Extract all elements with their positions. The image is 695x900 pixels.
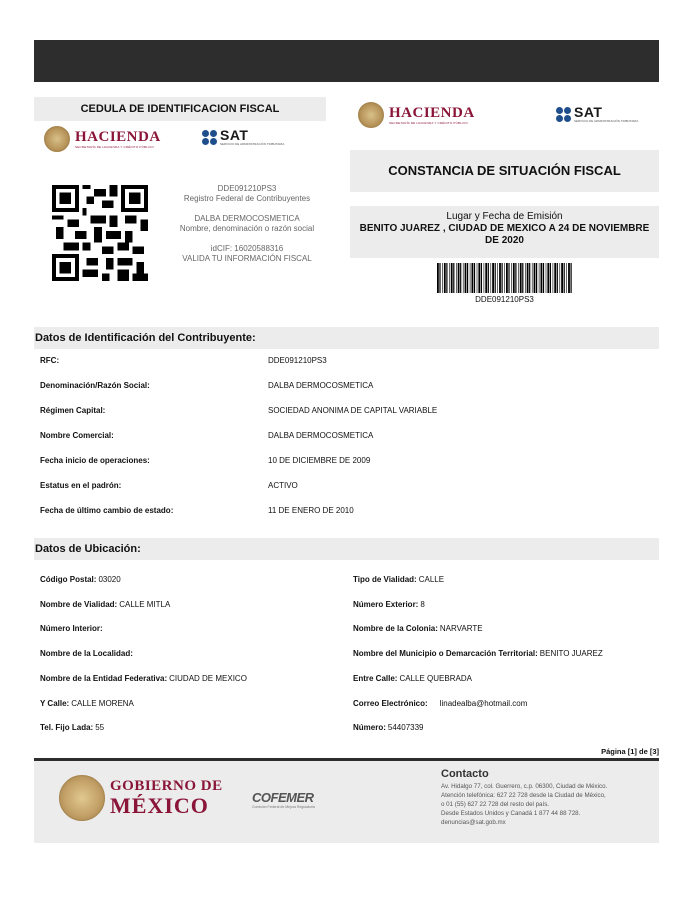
lugar-value: BENITO JUAREZ , CIUDAD DE MEXICO A 24 DE NOVIEMBRE DE 2020: [359, 223, 650, 246]
ident-value: 11 DE ENERO DE 2010: [268, 506, 354, 515]
ident-value: DALBA DERMOCOSMETICA: [268, 381, 374, 390]
ubicacion-label: Entre Calle:: [353, 673, 398, 683]
barcode-bar: [465, 263, 467, 293]
cofemer-logo: COFEMER: [252, 790, 314, 805]
barcode-bar: [477, 263, 478, 293]
ubicacion-row: [40, 569, 345, 587]
ident-label: Estatus en el padrón:: [40, 481, 122, 490]
cofemer-subtitle: Comisión Federal de Mejora Regulatoria: [252, 805, 315, 809]
ubicacion-row: [40, 594, 345, 612]
barcode-bar: [491, 263, 492, 293]
ubicacion-row: [353, 569, 653, 587]
cedula-rfc-caption: Registro Federal de Contribuyentes: [183, 194, 311, 203]
barcode-bar: [506, 263, 508, 293]
ubicacion-row: [40, 717, 345, 735]
ubicacion-value: CALLE QUEBRADA: [399, 673, 472, 683]
barcode-bar: [566, 263, 567, 293]
cedula-idcif: idCIF: 16020588316: [210, 244, 284, 253]
barcode-bar: [449, 263, 450, 293]
barcode-bar: [560, 263, 561, 293]
sat-logo-subtitle: SERVICIO DE ADMINISTRACIÓN TRIBUTARIA: [220, 142, 285, 146]
barcode-bar: [485, 263, 487, 293]
ident-value: SOCIEDAD ANONIMA DE CAPITAL VARIABLE: [268, 406, 438, 415]
barcode-bar: [527, 263, 529, 293]
hacienda-logo: [44, 126, 161, 152]
hacienda-seal-icon: [358, 102, 384, 128]
ubicacion-row: [353, 693, 653, 711]
ubicacion-label: Nombre de Vialidad:: [40, 599, 118, 609]
ubicacion-label: Nombre de la Colonia:: [353, 624, 438, 634]
contacto-email-link[interactable]: denuncias@sat.gob.mx: [441, 819, 506, 826]
hacienda-logo-subtitle: SECRETARÍA DE HACIENDA Y CRÉDITO PÚBLICO: [389, 120, 468, 125]
ubicacion-value: NARVARTE: [439, 624, 483, 634]
contacto-line: Desde Estados Unidos y Canadá 1 877 44 88 728.: [441, 810, 581, 817]
contacto-info: [441, 782, 651, 827]
barcode-bar: [456, 263, 457, 293]
barcode-bar: [550, 263, 551, 293]
ident-label: Nombre Comercial:: [40, 431, 114, 440]
lugar-fecha-box: [350, 206, 659, 258]
ubicacion-label: Nombre de la Entidad Federativa:: [40, 673, 168, 683]
ubicacion-label: Número Exterior:: [353, 599, 419, 609]
ident-value: DALBA DERMOCOSMETICA: [268, 431, 374, 440]
cedula-rfc: DDE091210PS3: [217, 184, 277, 193]
barcode-bar: [571, 263, 572, 293]
barcode-bar: [543, 263, 544, 293]
barcode-bar: [522, 263, 523, 293]
ubicacion-row: [40, 668, 345, 686]
barcode-bar: [499, 263, 501, 293]
barcode: [437, 263, 572, 293]
barcode-bar: [534, 263, 536, 293]
ubicacion-label: Número Interior:: [40, 624, 103, 634]
barcode-bar: [463, 263, 464, 293]
ident-value: ACTIVO: [268, 481, 298, 490]
contacto-line: o 01 (55) 627 22 728 del resto del país.: [441, 801, 550, 808]
barcode-bar: [518, 263, 519, 293]
barcode-bar: [488, 263, 489, 293]
barcode-bar: [525, 263, 526, 293]
barcode-bar: [511, 263, 512, 293]
ubicacion-row: [40, 643, 345, 661]
barcode-bar: [529, 263, 530, 293]
barcode-bar: [442, 263, 443, 293]
sat-dots-icon: [202, 130, 217, 145]
lugar-label: Lugar y Fecha de Emisión: [446, 211, 563, 222]
ubicacion-value: 55: [95, 723, 105, 733]
barcode-text: DDE091210PS3: [475, 295, 534, 304]
hacienda-logo-subtitle: SECRETARÍA DE HACIENDA Y CRÉDITO PÚBLICO: [75, 144, 154, 149]
barcode-bar: [474, 263, 475, 293]
ubicacion-value: 03020: [98, 575, 121, 584]
barcode-bar: [513, 263, 515, 293]
barcode-bar: [453, 263, 454, 293]
barcode-bar: [568, 263, 570, 293]
hacienda-logo-text: HACIENDA: [75, 128, 161, 145]
gobierno-line2: MÉXICO: [110, 793, 209, 818]
barcode-bar: [564, 263, 565, 293]
ubicacion-label: Código Postal:: [40, 575, 97, 584]
gobierno-line1: GOBIERNO DE: [110, 778, 223, 794]
barcode-bar: [508, 263, 509, 293]
ubicacion-label: Tipo de Vialidad:: [353, 575, 417, 584]
barcode-bar: [547, 263, 549, 293]
hacienda-logo-text: HACIENDA: [389, 104, 475, 121]
ubicacion-row: [353, 717, 653, 735]
barcode-bar: [557, 263, 558, 293]
barcode-bar: [504, 263, 505, 293]
top-banner: [34, 40, 659, 82]
ubicacion-value: CALLE: [418, 575, 445, 584]
ident-value: DDE091210PS3: [268, 356, 327, 365]
barcode-bar: [481, 263, 482, 293]
barcode-bar: [446, 263, 447, 293]
contacto-title: Contacto: [441, 768, 489, 780]
sat-logo-text: SAT: [220, 127, 249, 143]
ubicacion-label: Tel. Fijo Lada:: [40, 723, 94, 733]
sat-logo-text: SAT: [574, 104, 603, 120]
barcode-bar: [478, 263, 480, 293]
ident-label: Régimen Capital:: [40, 406, 106, 415]
barcode-bar: [451, 263, 453, 293]
ident-label: RFC:: [40, 356, 60, 365]
ident-label: Fecha de último cambio de estado:: [40, 506, 174, 515]
ubicacion-value: CALLE MORENA: [71, 698, 134, 708]
ubicacion-value: 8: [420, 599, 425, 609]
gobierno-seal-icon: [59, 775, 105, 821]
hacienda-seal-icon: [44, 126, 70, 152]
ubicacion-value: linadealba@hotmail.com: [439, 698, 528, 708]
ubicacion-header: Datos de Ubicación:: [34, 538, 659, 560]
barcode-bar: [515, 263, 516, 293]
barcode-bar: [539, 263, 540, 293]
ident-label: Denominación/Razón Social:: [40, 381, 150, 390]
page-indicator: Página [1] de [3]: [601, 747, 659, 756]
cedula-name-caption: Nombre, denominación o razón social: [179, 224, 315, 233]
barcode-bar: [472, 263, 474, 293]
ubicacion-row: [353, 643, 653, 661]
barcode-bar: [467, 263, 468, 293]
ubicacion-value: BENITO JUAREZ: [539, 649, 603, 659]
barcode-bar: [502, 263, 503, 293]
barcode-bar: [444, 263, 446, 293]
ubicacion-value: CIUDAD DE MEXICO: [169, 673, 247, 683]
ubicacion-label: Y Calle:: [40, 698, 70, 708]
barcode-bar: [520, 263, 522, 293]
ubicacion-row: [353, 618, 653, 636]
hacienda-logo-right: [358, 102, 475, 128]
barcode-bar: [460, 263, 461, 293]
ubicacion-value: CALLE MITLA: [119, 599, 171, 609]
ident-value: 10 DE DICIEMBRE DE 2009: [268, 456, 371, 465]
barcode-bar: [554, 263, 556, 293]
ubicacion-row: [353, 668, 653, 686]
cedula-valida-link[interactable]: VALIDA TU INFORMACIÓN FISCAL: [182, 254, 312, 263]
cedula-info: [172, 184, 322, 264]
barcode-bar: [492, 263, 494, 293]
contacto-line: Atención telefónica: 627 22 728 desde la Ciudad de México,: [441, 792, 606, 799]
ubicacion-row: [353, 594, 653, 612]
barcode-bar: [439, 263, 440, 293]
identificacion-header: Datos de Identificación del Contribuyente:: [34, 327, 659, 349]
ubicacion-value: 54407339: [387, 723, 424, 733]
qr-code[interactable]: [52, 185, 148, 281]
barcode-bar: [497, 263, 498, 293]
barcode-bar: [541, 263, 543, 293]
ident-label: Fecha inicio de operaciones:: [40, 456, 150, 465]
barcode-bar: [536, 263, 537, 293]
barcode-bar: [484, 263, 485, 293]
ubicacion-row: [40, 693, 345, 711]
ubicacion-row: [40, 618, 345, 636]
sat-logo-right: [556, 105, 638, 123]
barcode-bar: [458, 263, 460, 293]
contacto-line: Av. Hidalgo 77, col. Guerrero, c.p. 06300, Ciudad de México.: [441, 783, 608, 790]
barcode-bar: [470, 263, 471, 293]
ubicacion-label: Correo Electrónico:: [353, 698, 428, 708]
ubicacion-label: Nombre del Municipio o Demarcación Territorial:: [353, 649, 538, 659]
constancia-title: CONSTANCIA DE SITUACIÓN FISCAL: [350, 150, 659, 192]
cedula-title: CEDULA DE IDENTIFICACION FISCAL: [34, 97, 326, 121]
barcode-bar: [561, 263, 563, 293]
sat-logo-subtitle: SERVICIO DE ADMINISTRACIÓN TRIBUTARIA: [574, 119, 639, 123]
barcode-bar: [532, 263, 533, 293]
ubicacion-label: Nombre de la Localidad:: [40, 649, 133, 659]
barcode-bar: [495, 263, 496, 293]
ubicacion-label: Número:: [353, 723, 386, 733]
barcode-bar: [546, 263, 547, 293]
gobierno-logo: [110, 778, 223, 818]
sat-logo: [202, 128, 284, 146]
barcode-bar: [553, 263, 554, 293]
barcode-bar: [437, 263, 439, 293]
cedula-name: DALBA DERMOCOSMETICA: [194, 214, 300, 223]
sat-dots-icon: [556, 107, 571, 122]
